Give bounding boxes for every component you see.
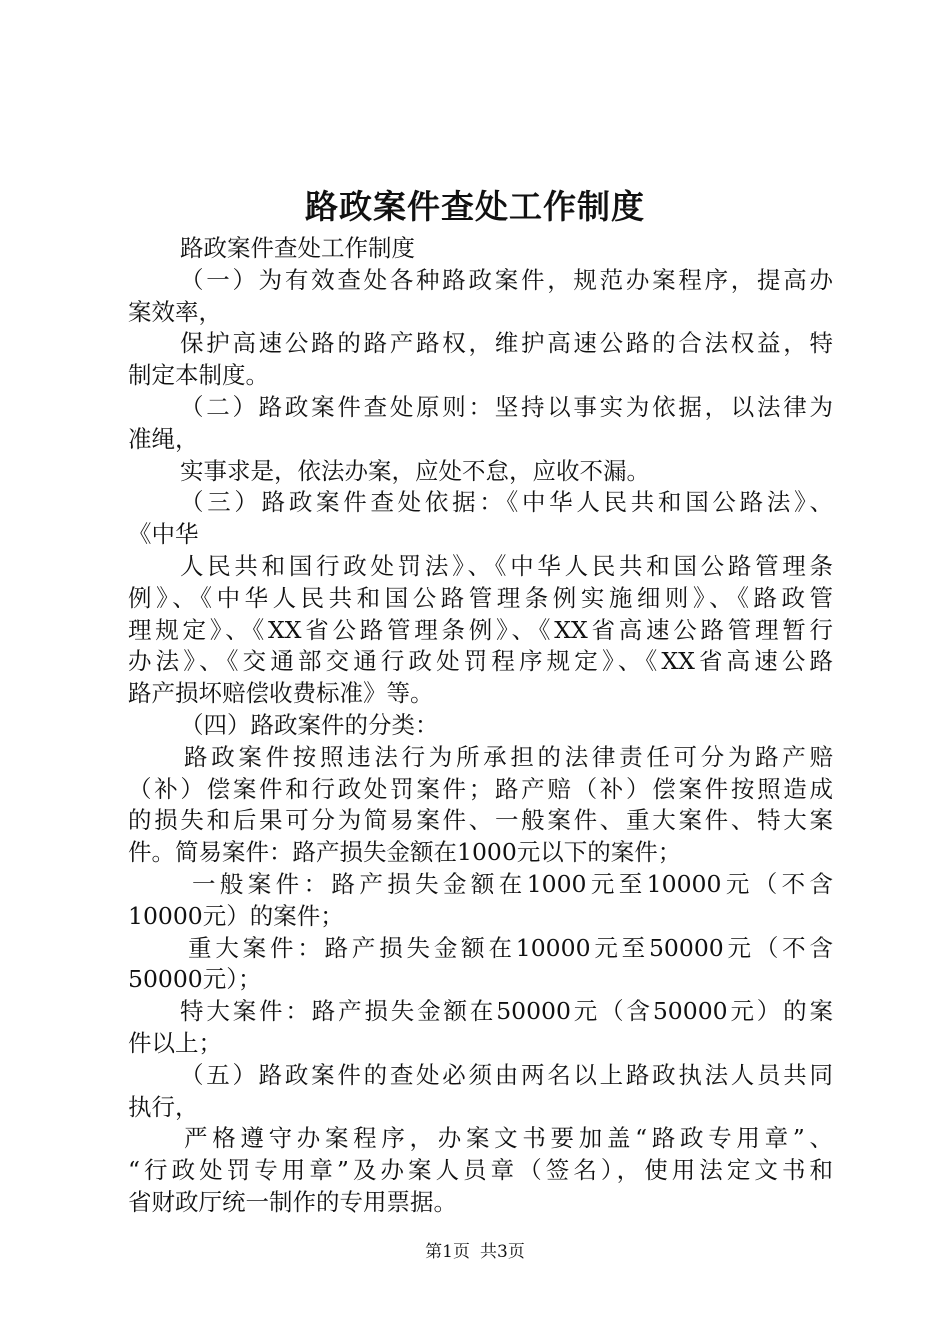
body-line: 办法》、《交通部交通行政处罚程序规定》、《XX省高速公路 [128,647,833,676]
body-line: 特大案件：路产损失金额在50000元（含50000元）的案 [180,997,833,1026]
body-line: （补）偿案件和行政处罚案件；路产赔（补）偿案件按照造成 [128,774,833,803]
body-line: 省财政厅统一制作的专用票据。 [128,1187,457,1216]
body-line: 路政案件按照违法行为所承担的法律责任可分为路产赔 [184,742,833,771]
body-line: （五）路政案件的查处必须由两名以上路政执法人员共同 [180,1060,833,1089]
body-line: 严格遵守办案程序，办案文书要加盖“路政专用章”、 [184,1124,833,1153]
body-line: 路政案件查处工作制度 [180,234,415,262]
body-line: 理规定》、《XX省公路管理条例》、《XX省高速公路管理暂行 [128,615,833,644]
body-line: 实事求是，依法办案，应处不怠，应收不漏。 [180,456,650,485]
page-footer [0,1240,950,1264]
body-line: 10000元）的案件； [128,901,344,930]
body-line: 路产损坏赔偿收费标准》等。 [128,679,434,708]
body-line: 重大案件：路产损失金额在10000元至50000元（不含 [188,933,833,962]
body-line: 案效率， [128,297,222,326]
body-line: “行政处罚专用章”及办案人员章（签名），使用法定文书和 [128,1156,833,1185]
body-line: 一般案件：路产损失金额在1000元至10000元（不含 [192,869,833,898]
body-line: 例》、《中华人民共和国公路管理条例实施细则》、《路政管 [128,583,833,612]
page-number: 第1页 [425,1242,470,1262]
body-line: 准绳， [128,424,199,453]
body-line: 件以上； [128,1028,222,1057]
body-line: （二）路政案件查处原则：坚持以事实为依据，以法律为 [180,392,833,421]
body-line: 人民共和国行政处罚法》、《中华人民共和国公路管理条 [180,551,833,580]
body-line: 执行， [128,1092,199,1121]
body-line: 的损失和后果可分为简易案件、一般案件、重大案件、特大案 [128,806,833,835]
body-line: 制定本制度。 [128,361,269,390]
document-body [128,233,833,1219]
body-line: 《中华 [128,520,199,549]
body-line: （三）路政案件查处依据：《中华人民共和国公路法》、 [180,488,833,517]
body-line: 件。简易案件：路产损失金额在1000元以下的案件； [128,838,682,867]
body-line: （一）为有效查处各种路政案件，规范办案程序，提高办 [180,265,833,294]
page-total: 共3页 [480,1242,525,1262]
body-line: 保护高速公路的路产路权，维护高速公路的合法权益，特 [180,329,833,358]
body-line: 50000元）； [128,965,262,994]
body-line: （四）路政案件的分类： [180,710,439,739]
document-title: 路政案件查处工作制度 [305,187,645,226]
